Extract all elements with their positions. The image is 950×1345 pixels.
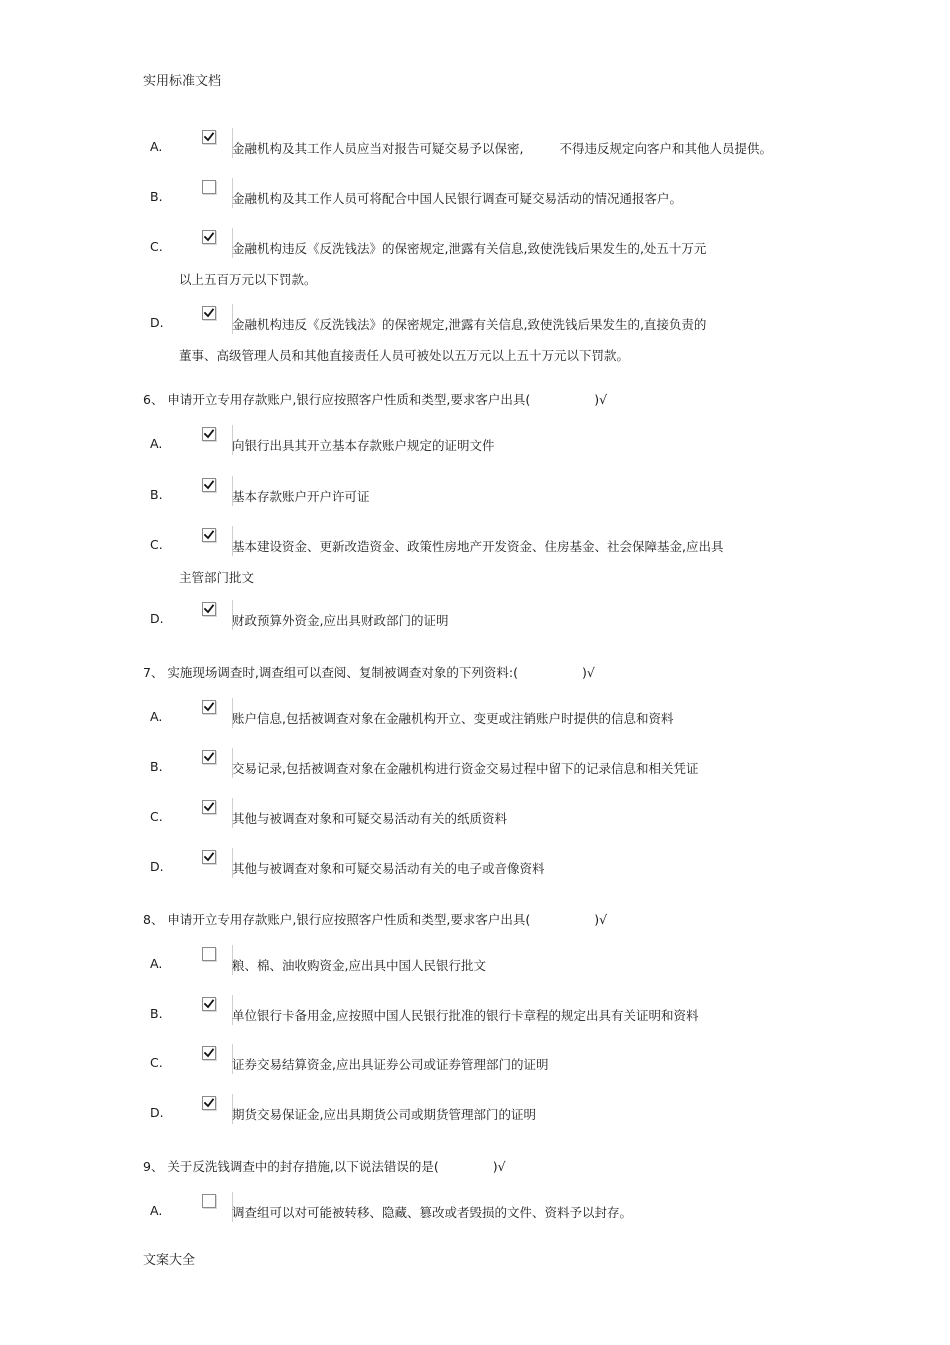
checkbox[interactable]: [202, 700, 216, 714]
option-letter: D.: [150, 859, 164, 874]
check-icon: [203, 479, 215, 491]
option-text: 账户信息,包括被调查对象在金融机构开立、变更或注销账户时提供的信息和资料: [232, 711, 674, 726]
check-icon: [203, 428, 215, 440]
option-text: 金融机构违反《反洗钱法》的保密规定,泄露有关信息,致使洗钱后果发生的,处五十万元: [232, 241, 707, 256]
option-text-line2: 董事、高级管理人员和其他直接责任人员可被处以五万元以上五十万元以下罚款。: [179, 348, 630, 363]
check-icon: [203, 231, 215, 243]
check-icon: [203, 307, 215, 319]
checkbox[interactable]: [202, 130, 216, 144]
check-icon: [203, 701, 215, 713]
option-text-line2: 主管部门批文: [179, 570, 255, 585]
option-letter: D.: [150, 1105, 164, 1120]
answer-mark: )√: [492, 1159, 506, 1174]
checkbox[interactable]: [202, 800, 216, 814]
option-text: 单位银行卡备用金,应按照中国人民银行批准的银行卡章程的规定出具有关证明和资料: [232, 1008, 699, 1023]
check-icon: [203, 603, 215, 615]
option-text: 其他与被调查对象和可疑交易活动有关的电子或音像资料: [232, 861, 545, 876]
option-letter: C.: [150, 537, 163, 552]
option-text: 基本建设资金、更新改造资金、政策性房地产开发资金、住房基金、社会保障基金,应出具: [232, 539, 724, 554]
answer-mark: )√: [594, 392, 608, 407]
checkbox[interactable]: [202, 230, 216, 244]
check-icon: [203, 751, 215, 763]
answer-mark: )√: [594, 912, 608, 927]
option-letter: C.: [150, 239, 163, 254]
checkbox[interactable]: [202, 1046, 216, 1060]
checkbox[interactable]: [202, 306, 216, 320]
checkbox[interactable]: [202, 602, 216, 616]
option-text: 金融机构违反《反洗钱法》的保密规定,泄露有关信息,致使洗钱后果发生的,直接负责的: [232, 317, 707, 332]
option-text: 粮、棉、油收购资金,应出具中国人民银行批文: [232, 958, 486, 973]
checkbox[interactable]: [202, 997, 216, 1011]
option-letter: D.: [150, 315, 164, 330]
option-text: 其他与被调查对象和可疑交易活动有关的纸质资料: [232, 811, 508, 826]
option-letter: A.: [150, 1203, 163, 1218]
check-icon: [203, 1097, 215, 1109]
question-stem: 8、 申请开立专用存款账户,银行应按照客户性质和类型,要求客户出具( )√: [143, 912, 608, 927]
option-letter: A.: [150, 709, 163, 724]
option-text: 向银行出具其开立基本存款账户规定的证明文件: [232, 438, 495, 453]
option-letter: D.: [150, 611, 164, 626]
option-text: 基本存款账户开户许可证: [232, 489, 370, 504]
checkbox[interactable]: [202, 1096, 216, 1110]
page-footer: 文案大全: [143, 1253, 196, 1268]
option-text: 金融机构及其工作人员应当对报告可疑交易予以保密,: [232, 141, 524, 156]
option-letter: B.: [150, 487, 163, 502]
checkbox[interactable]: [202, 180, 216, 194]
option-text-line2: 以上五百万元以下罚款。: [179, 272, 317, 287]
check-icon: [203, 801, 215, 813]
question-stem: 9、 关于反洗钱调查中的封存措施,以下说法错误的是( )√: [143, 1159, 506, 1174]
option-letter: B.: [150, 1006, 163, 1021]
checkbox[interactable]: [202, 947, 216, 961]
option-letter: C.: [150, 809, 163, 824]
option-letter: B.: [150, 189, 163, 204]
checkbox[interactable]: [202, 750, 216, 764]
option-letter: A.: [150, 139, 163, 154]
check-icon: [203, 529, 215, 541]
check-icon: [203, 131, 215, 143]
option-text: 证券交易结算资金,应出具证券公司或证券管理部门的证明: [232, 1057, 549, 1072]
option-text: 金融机构及其工作人员可将配合中国人民银行调查可疑交易活动的情况通报客户。: [232, 191, 683, 206]
option-text: 期货交易保证金,应出具期货公司或期货管理部门的证明: [232, 1107, 536, 1122]
option-text-continued: 不得违反规定向客户和其他人员提供。: [559, 141, 772, 156]
option-text: 交易记录,包括被调查对象在金融机构进行资金交易过程中留下的记录信息和相关凭证: [232, 761, 699, 776]
check-icon: [203, 998, 215, 1010]
option-letter: B.: [150, 759, 163, 774]
check-icon: [203, 1047, 215, 1059]
option-letter: A.: [150, 436, 163, 451]
option-text: 财政预算外资金,应出具财政部门的证明: [232, 613, 449, 628]
checkbox[interactable]: [202, 850, 216, 864]
checkbox[interactable]: [202, 427, 216, 441]
page-header: 实用标准文档: [143, 74, 222, 89]
option-letter: A.: [150, 956, 163, 971]
option-text: 调查组可以对可能被转移、隐藏、篡改或者毁损的文件、资料予以封存。: [232, 1205, 633, 1220]
checkbox[interactable]: [202, 1194, 216, 1208]
checkbox[interactable]: [202, 478, 216, 492]
question-stem: 6、 申请开立专用存款账户,银行应按照客户性质和类型,要求客户出具( )√: [143, 392, 608, 407]
checkbox[interactable]: [202, 528, 216, 542]
check-icon: [203, 851, 215, 863]
answer-mark: )√: [582, 665, 595, 680]
question-stem: 7、 实施现场调查时,调查组可以查阅、复制被调查对象的下列资料:( )√: [143, 665, 595, 680]
option-letter: C.: [150, 1055, 163, 1070]
